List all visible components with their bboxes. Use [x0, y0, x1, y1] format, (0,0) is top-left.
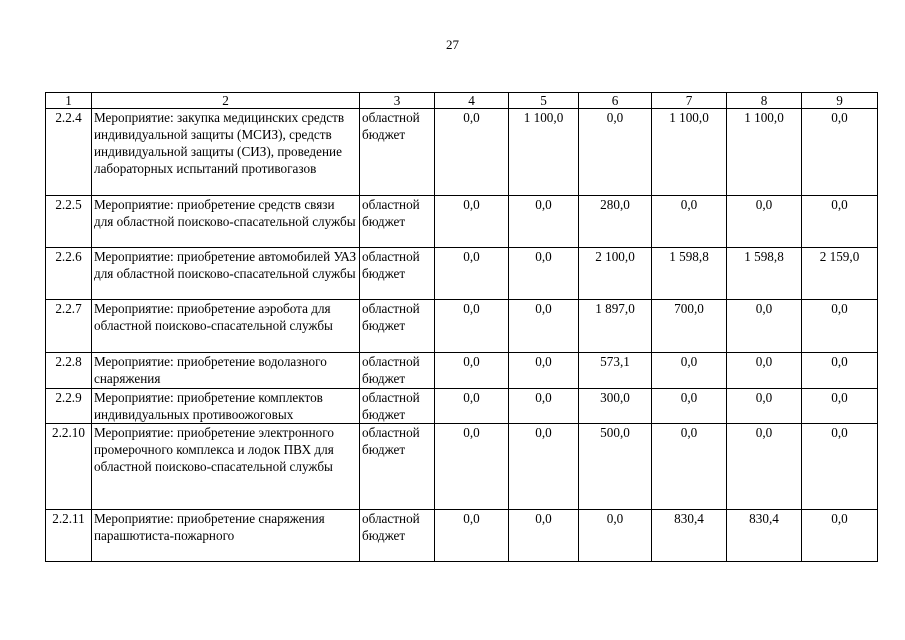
- row-name: Мероприятие: приобретение комплектов индивидуальных противоожоговых: [92, 389, 360, 424]
- table-row: [46, 196, 878, 248]
- row-value-col8: 0,0: [727, 424, 802, 510]
- row-code: 2.2.9: [46, 389, 92, 424]
- column-header: 3: [360, 93, 435, 109]
- column-header: 2: [92, 93, 360, 109]
- column-header: 7: [652, 93, 727, 109]
- row-value-col7: 0,0: [652, 424, 727, 510]
- row-value-col4: 0,0: [435, 196, 509, 248]
- row-value-col5: 0,0: [509, 389, 579, 424]
- table-row: [46, 353, 878, 389]
- row-source: областной бюджет: [360, 196, 435, 248]
- row-value-col4: 0,0: [435, 248, 509, 300]
- row-value-col8: 1 598,8: [727, 248, 802, 300]
- row-value-col8: 0,0: [727, 389, 802, 424]
- row-value-col5: 0,0: [509, 196, 579, 248]
- row-name: Мероприятие: приобретение электронного промерочного комплекса и лодок ПВХ для областной поисково-спасательной службы: [92, 424, 360, 510]
- row-name: Мероприятие: приобретение автомобилей УАЗ для областной поисково-спасательной службы: [92, 248, 360, 300]
- row-code: 2.2.11: [46, 510, 92, 562]
- table-row: [46, 248, 878, 300]
- budget-table: [45, 92, 878, 562]
- row-name: Мероприятие: приобретение средств связи для областной поисково-спасательной службы: [92, 196, 360, 248]
- row-name: Мероприятие: закупка медицинских средств индивидуальной защиты (МСИЗ), средств индивидуальной защиты (СИЗ), проведение лабораторных испытаний противогазов: [92, 109, 360, 196]
- row-value-col7: 1 598,8: [652, 248, 727, 300]
- column-header: 8: [727, 93, 802, 109]
- row-value-col7: 0,0: [652, 353, 727, 389]
- row-value-col7: 1 100,0: [652, 109, 727, 196]
- row-value-col9: 2 159,0: [802, 248, 878, 300]
- table-row: [46, 510, 878, 562]
- row-value-col8: 0,0: [727, 353, 802, 389]
- row-value-col8: 830,4: [727, 510, 802, 562]
- row-value-col9: 0,0: [802, 389, 878, 424]
- row-value-col4: 0,0: [435, 424, 509, 510]
- row-value-col5: 0,0: [509, 300, 579, 353]
- row-code: 2.2.4: [46, 109, 92, 196]
- column-header: 9: [802, 93, 878, 109]
- table-header-row: [46, 93, 878, 109]
- row-value-col8: 1 100,0: [727, 109, 802, 196]
- row-code: 2.2.6: [46, 248, 92, 300]
- row-value-col5: 0,0: [509, 353, 579, 389]
- row-value-col9: 0,0: [802, 300, 878, 353]
- row-value-col4: 0,0: [435, 353, 509, 389]
- row-value-col8: 0,0: [727, 196, 802, 248]
- row-value-col7: 830,4: [652, 510, 727, 562]
- row-value-col6: 0,0: [579, 510, 652, 562]
- row-value-col6: 500,0: [579, 424, 652, 510]
- row-source: областной бюджет: [360, 248, 435, 300]
- row-name: Мероприятие: приобретение аэробота для областной поисково-спасательной службы: [92, 300, 360, 353]
- table-row: [46, 300, 878, 353]
- row-value-col7: 0,0: [652, 389, 727, 424]
- row-name: Мероприятие: приобретение снаряжения парашютиста-пожарного: [92, 510, 360, 562]
- row-value-col6: 1 897,0: [579, 300, 652, 353]
- row-source: областной бюджет: [360, 424, 435, 510]
- table-row: [46, 389, 878, 424]
- row-value-col9: 0,0: [802, 353, 878, 389]
- column-header: 1: [46, 93, 92, 109]
- row-source: областной бюджет: [360, 510, 435, 562]
- row-value-col9: 0,0: [802, 196, 878, 248]
- page-number: 27: [446, 37, 459, 52]
- row-code: 2.2.7: [46, 300, 92, 353]
- table-row: [46, 109, 878, 196]
- table-row: [46, 424, 878, 510]
- row-value-col5: 0,0: [509, 248, 579, 300]
- row-value-col5: 0,0: [509, 510, 579, 562]
- column-header: 4: [435, 93, 509, 109]
- row-value-col4: 0,0: [435, 389, 509, 424]
- column-header: 5: [509, 93, 579, 109]
- row-source: областной бюджет: [360, 300, 435, 353]
- row-value-col6: 2 100,0: [579, 248, 652, 300]
- row-value-col9: 0,0: [802, 510, 878, 562]
- row-value-col6: 573,1: [579, 353, 652, 389]
- row-code: 2.2.5: [46, 196, 92, 248]
- row-source: областной бюджет: [360, 109, 435, 196]
- row-value-col5: 0,0: [509, 424, 579, 510]
- row-value-col7: 0,0: [652, 196, 727, 248]
- row-source: областной бюджет: [360, 389, 435, 424]
- row-value-col4: 0,0: [435, 109, 509, 196]
- row-value-col9: 0,0: [802, 109, 878, 196]
- row-value-col5: 1 100,0: [509, 109, 579, 196]
- row-code: 2.2.10: [46, 424, 92, 510]
- row-value-col8: 0,0: [727, 300, 802, 353]
- row-value-col4: 0,0: [435, 510, 509, 562]
- row-value-col4: 0,0: [435, 300, 509, 353]
- row-name: Мероприятие: приобретение водолазного снаряжения: [92, 353, 360, 389]
- row-value-col7: 700,0: [652, 300, 727, 353]
- column-header: 6: [579, 93, 652, 109]
- row-source: областной бюджет: [360, 353, 435, 389]
- row-code: 2.2.8: [46, 353, 92, 389]
- row-value-col6: 0,0: [579, 109, 652, 196]
- row-value-col9: 0,0: [802, 424, 878, 510]
- row-value-col6: 300,0: [579, 389, 652, 424]
- row-value-col6: 280,0: [579, 196, 652, 248]
